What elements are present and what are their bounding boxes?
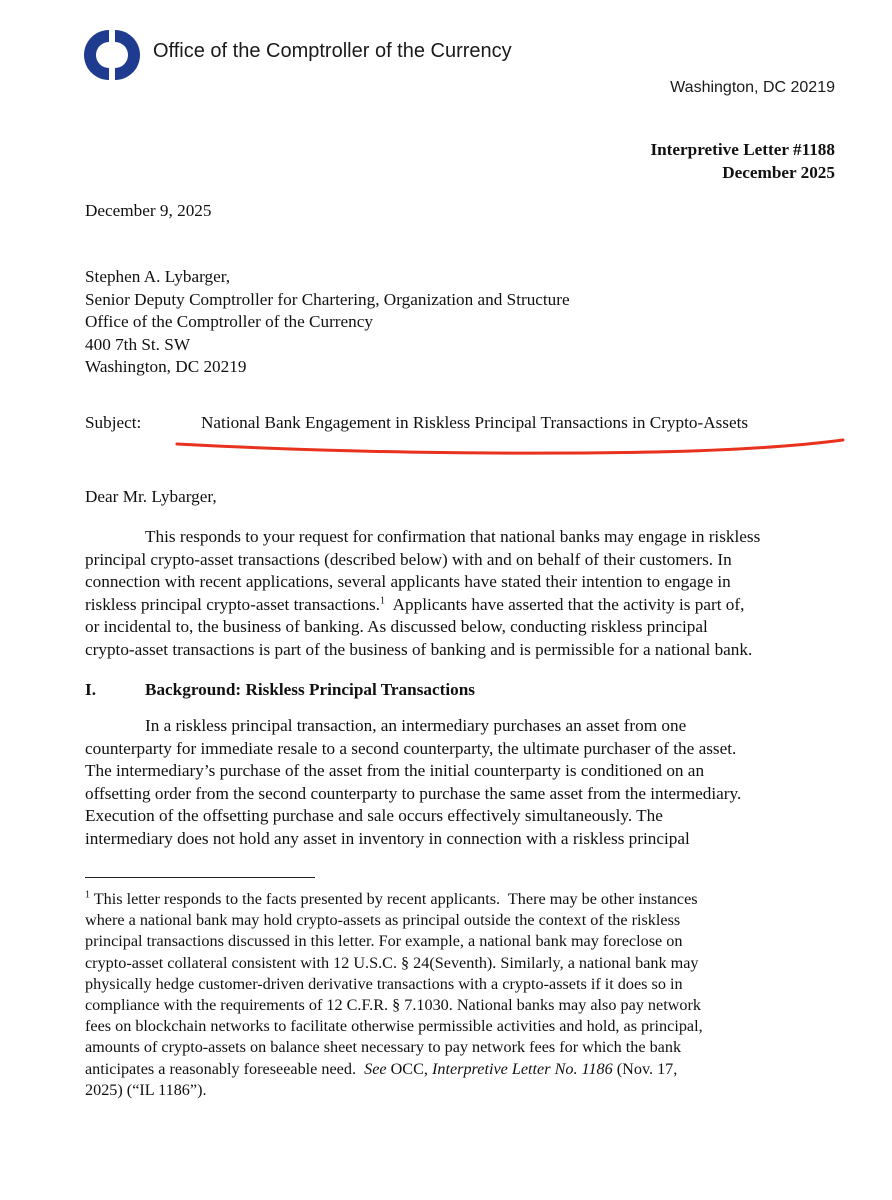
footnote-line: anticipates a reasonably foreseeable need. See OCC, Interpretive Letter No. 1186 (Nov. 17, (85, 1059, 678, 1078)
recipient-line: Office of the Comptroller of the Currency (85, 312, 373, 332)
footnote-line: crypto-asset collateral consistent with 12 U.S.C. § 24(Seventh). Similarly, a national bank may (85, 953, 699, 972)
footnote-line: where a national bank may hold crypto-assets as principal outside the context of the riskless (85, 911, 681, 930)
subject-text: National Bank Engagement in Riskless Principal Transactions in Crypto-Assets (201, 413, 749, 432)
paragraph-background (85, 715, 837, 851)
letter-month: December 2025 (722, 162, 835, 182)
paragraph-line: In a riskless principal transaction, an intermediary purchases an asset from one (145, 716, 687, 735)
footnote-line: 2025) (“IL 1186”). (85, 1080, 207, 1099)
letter-id-block (650, 139, 835, 184)
citation-title: Interpretive Letter No. 1186 (432, 1059, 613, 1078)
recipient-line: 400 7th St. SW (85, 334, 191, 354)
footnote-line: fees on blockchain networks to facilitate otherwise permissible activities and hold, as principal, (85, 1017, 703, 1036)
section-number: I. (85, 680, 96, 699)
paragraph-line: connection with recent applications, several applicants have stated their intention to engage in (85, 572, 731, 592)
paragraph-line: or incidental to, the business of banking. As discussed below, conducting riskless principal (85, 617, 708, 637)
recipient-line: Senior Deputy Comptroller for Chartering, Organization and Structure (85, 289, 570, 309)
paragraph-line: The intermediary’s purchase of the asset from the initial counterparty is conditioned on an (85, 761, 705, 781)
footnote-reference[interactable]: 1 (379, 595, 385, 607)
section-heading (85, 679, 475, 702)
letter-date: December 9, 2025 (85, 201, 212, 220)
handwritten-underline (175, 428, 845, 458)
paragraph-line: offsetting order from the second counterparty to purchase the same asset from the intermediary. (85, 783, 742, 803)
paragraph-intro (85, 526, 837, 662)
occ-logo-icon (82, 26, 140, 84)
recipient-line: Stephen A. Lybarger, (85, 267, 231, 286)
letter-number: Interpretive Letter #1188 (650, 140, 835, 159)
paragraph-line: Execution of the offsetting purchase and sale occurs effectively simultaneously. The (85, 806, 663, 826)
paragraph-line: This responds to your request for confirmation that national banks may engage in riskless (145, 527, 761, 546)
footnote-divider (85, 877, 315, 878)
paragraph-line: crypto-asset transactions is part of the business of banking and is permissible for a national bank. (85, 639, 753, 659)
footnote (85, 889, 703, 1101)
footnote-line: $^1$ This letter responds to the facts presented by recent applicants. There may be other instances (85, 889, 698, 908)
paragraph-line: principal crypto-asset transactions (described below) with and on behalf of their customers. In (85, 549, 732, 569)
footnote-line: physically hedge customer-driven derivative transactions with a crypto-assets if it does so in (85, 974, 683, 993)
paragraph-line: intermediary does not hold any asset in inventory in connection with a riskless principal (85, 828, 690, 848)
salutation: Dear Mr. Lybarger, (85, 487, 217, 506)
recipient-address (85, 266, 570, 379)
agency-name: Office of the Comptroller of the Currency (153, 40, 512, 62)
subject-label: Subject: (85, 413, 142, 432)
footnote-line: amounts of crypto-assets on balance sheet necessary to pay network fees for which the bank (85, 1038, 682, 1057)
section-title: Background: Riskless Principal Transactions (145, 680, 475, 699)
footnote-marker: 1 (85, 889, 90, 901)
paragraph-line: riskless principal crypto-asset transactions.$^1$ Applicants have asserted that the activity is part of, (85, 594, 745, 614)
footnote-line: compliance with the requirements of 12 C.F.R. § 7.1030. National banks may also pay network (85, 996, 701, 1015)
citation-see: See (364, 1059, 387, 1078)
agency-city: Washington, DC 20219 (670, 79, 835, 96)
footnote-line: principal transactions discussed in this letter. For example, a national bank may foreclose on (85, 932, 683, 951)
paragraph-line: counterparty for immediate resale to a second counterparty, the ultimate purchaser of the asset. (85, 738, 737, 758)
recipient-line: Washington, DC 20219 (85, 357, 247, 377)
